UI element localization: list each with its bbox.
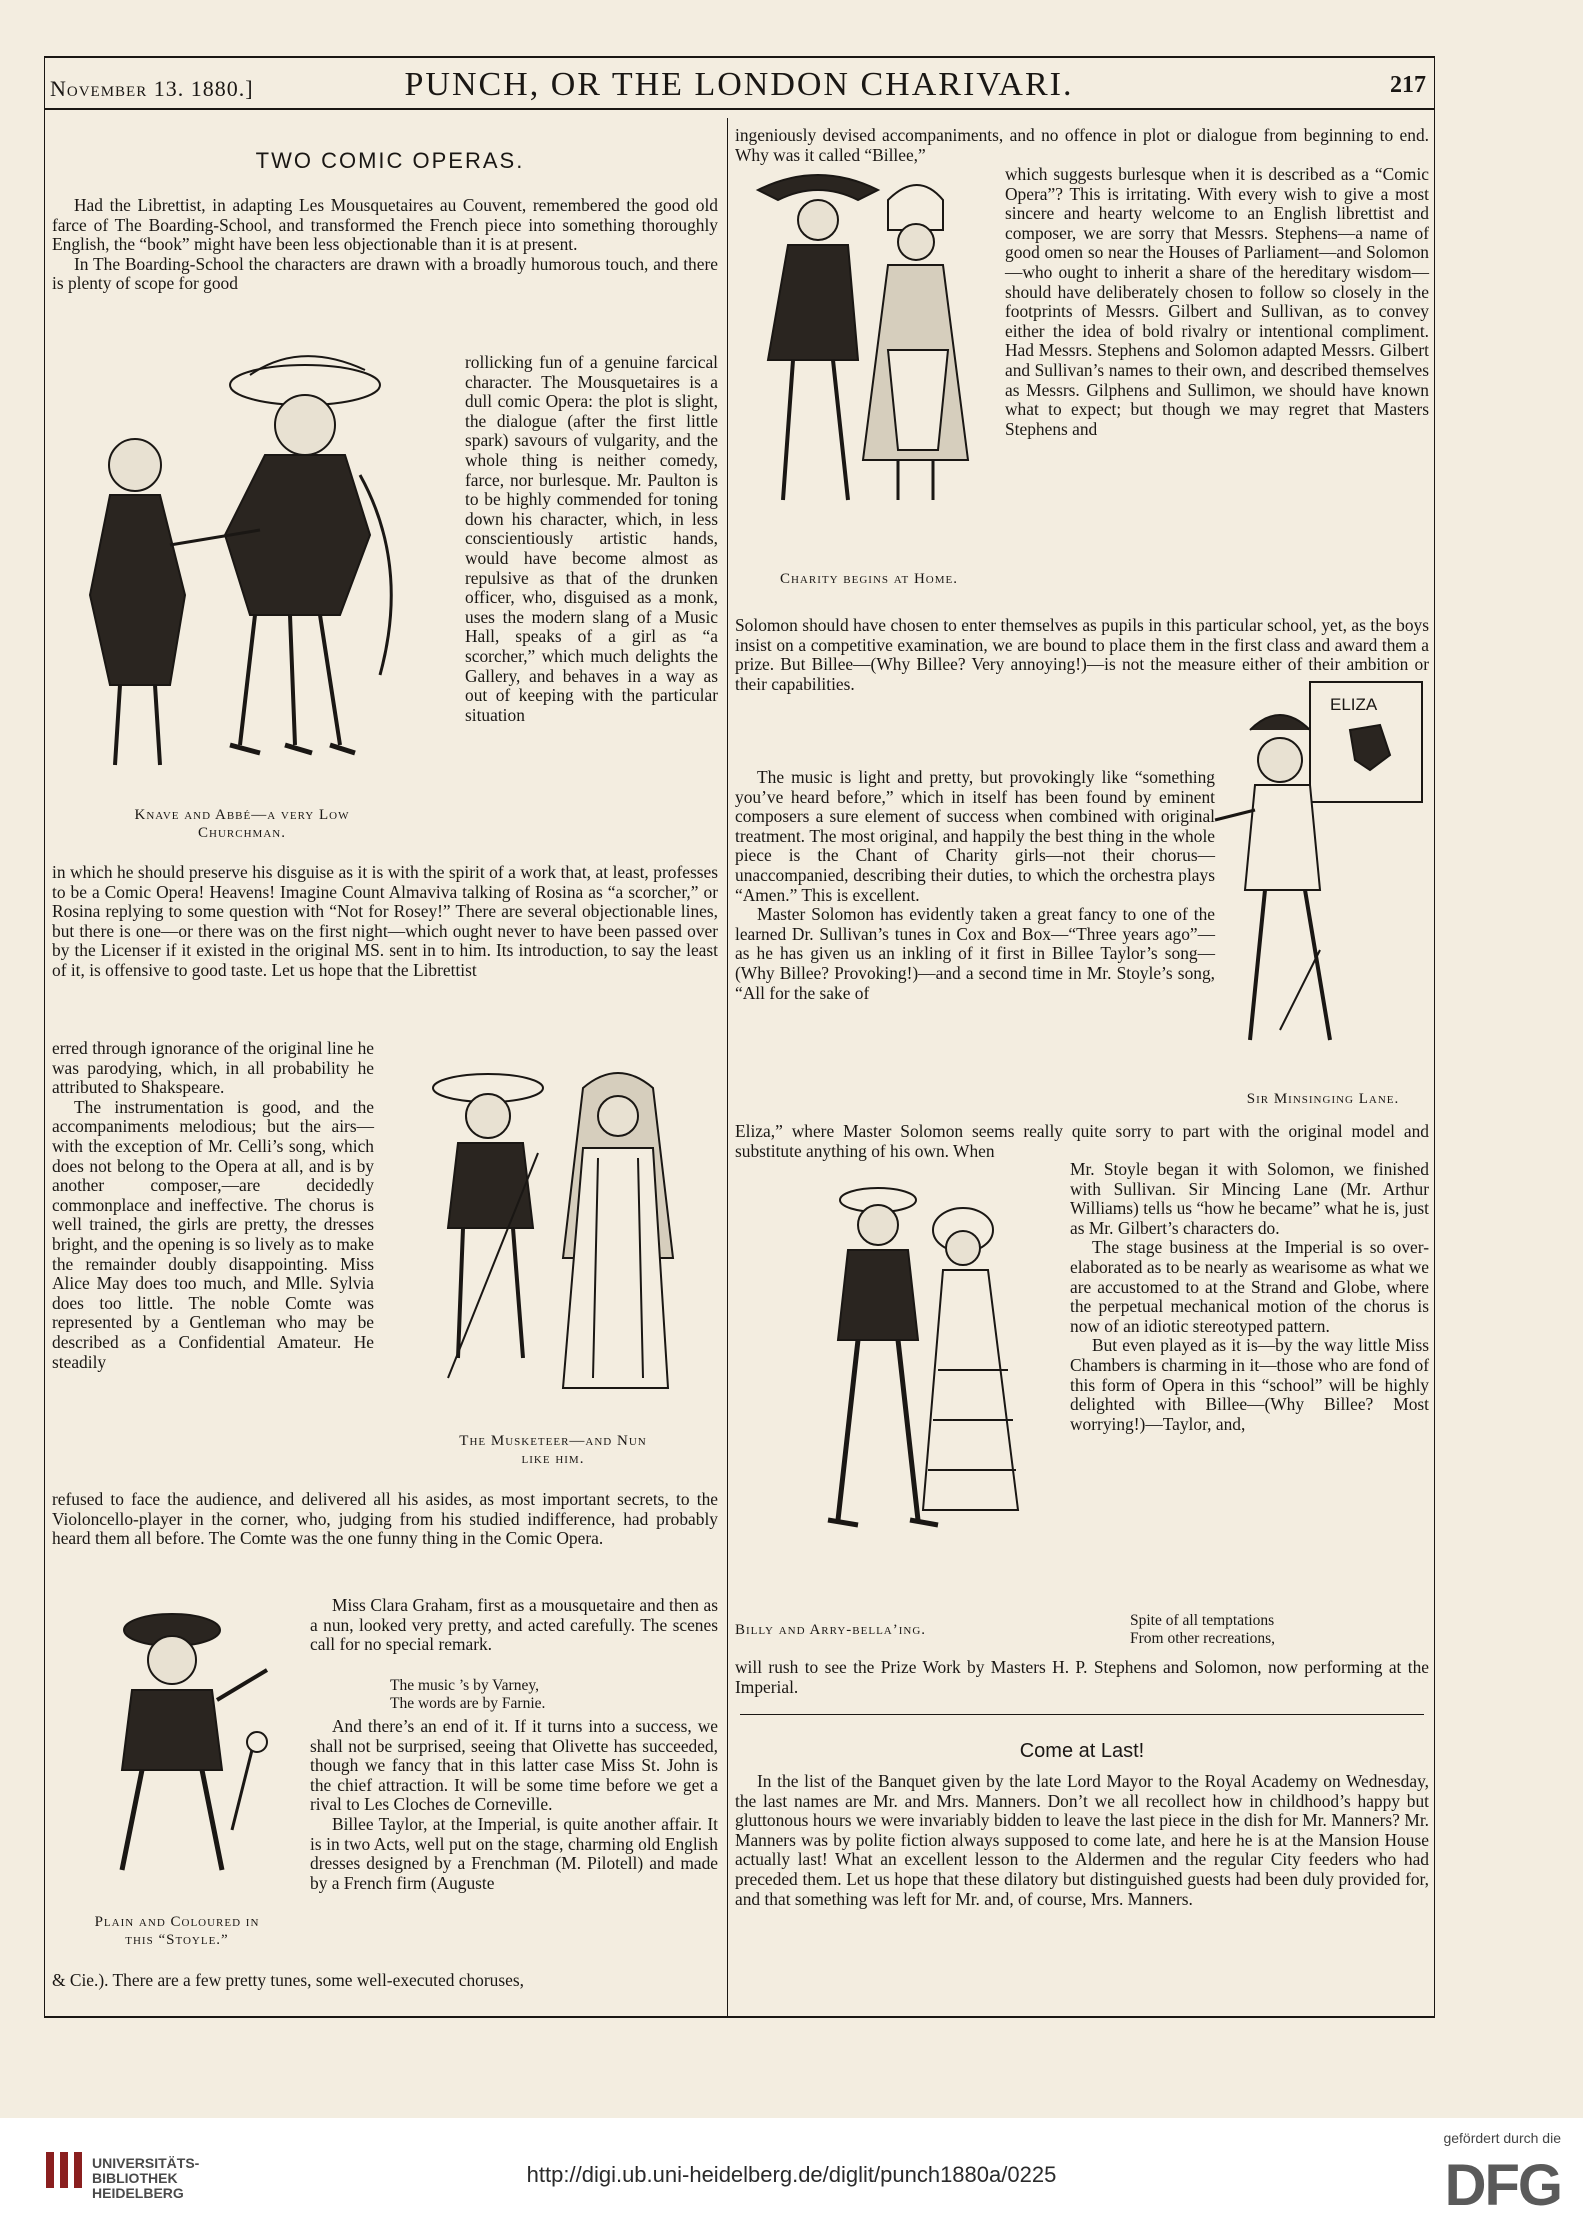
paragraph bbox=[52, 1490, 718, 1549]
masthead-rule bbox=[44, 108, 1434, 110]
caption-knave bbox=[52, 806, 432, 842]
paragraph-3b: refused to face the audience, and delivered all his asides, as most important secrets, to the Violoncello-player in the corner, who, judging from his studied indifference, had probably heard them all before. The Comte was the one funny thing in the Comic Opera. bbox=[52, 1489, 718, 1549]
paragraph-7: ingeniously devised accompaniments, and no offence in plot or dialogue from beginning to end. Why was it called “Billee,” bbox=[735, 125, 1429, 165]
paragraph-9c: Mr. Stoyle began it with Solomon, we finished with Sullivan. Sir Mincing Lane (Mr. Arthur Williams) tells us “how he became” what he is, just as Mr. Gilbert’s characters do. bbox=[1070, 1159, 1429, 1238]
paragraph bbox=[1070, 1160, 1429, 1434]
paragraph-7b: which suggests burlesque when it is described as a “Comic Opera”? This is irritating. With every wish to give a most sincere and hearty welcome to an English librettist and composer, we are sorry that Messrs. Stephens—a name of good omen so near the Houses of Parliament—and Solomon—who ought to inherit a share of the hereditary wisdom—should have deliberately chosen to follow so closely in the footprints of Messrs. Gilbert and Sullivan, as to convey either the idea of bold rivalry or intentional compliment. Had Messrs. Stephens and Solomon adapted Messrs. Gilbert and Sullivan’s names to their own, and described themselves as Messrs. Gilphens and Sullimon, we should have known what to expect; but though we may regret that Masters Stephens and bbox=[1005, 164, 1429, 439]
caption-sir-mincing: Sir Minsinging Lane. bbox=[1246, 1091, 1400, 1107]
caption-musketeer-line2: like him. bbox=[521, 1451, 585, 1467]
paragraph bbox=[310, 1717, 718, 1893]
paragraph bbox=[735, 1772, 1429, 1909]
publication-title: PUNCH, OR THE LONDON CHARIVARI. bbox=[404, 66, 1074, 103]
caption-charity: Charity begins at Home. bbox=[779, 571, 958, 587]
paragraph-7c: Solomon should have chosen to enter themselves as pupils in this particular school, yet, as the boys insist on a competitive examination, we are bound to place them in the first class and award them a prize. But Billee—(Why Billee? Very annoying!)—is not the measure either of their ambition or their capabilities. bbox=[735, 615, 1429, 694]
page-number: 217 bbox=[1390, 72, 1426, 98]
library-name-line1: UNIVERSITÄTS- bbox=[92, 2155, 200, 2171]
paragraph-2a: In The Boarding-School the characters are drawn with a broadly humorous touch, and there is plenty of scope for good bbox=[52, 253, 718, 294]
illustration-billy-and-arry-bella bbox=[738, 1170, 1068, 1610]
article-title: TWO COMIC OPERAS. bbox=[255, 148, 525, 173]
paragraph bbox=[52, 196, 718, 294]
article2-title: Come at Last! bbox=[1019, 1740, 1145, 1762]
digitization-footer bbox=[0, 2118, 1583, 2230]
paragraph-9b: Eliza,” where Master Solomon seems really quite sorry to part with the original model and substitute anything of his own. When bbox=[735, 1121, 1429, 1161]
verse-line-2: From other recreations, bbox=[1130, 1630, 1276, 1647]
verse-line-1: Spite of all temptations bbox=[1130, 1612, 1275, 1629]
caption-billy: Billy and Arry-bella’ing. bbox=[735, 1622, 927, 1638]
caption-knave-line1: Knave and Abbé—a very Low bbox=[134, 807, 350, 823]
library-name-line2: BIBLIOTHEK bbox=[92, 2170, 178, 2186]
paragraph-1: Had the Librettist, in adapting Les Mousquetaires au Couvent, remembered the good old farce of The Boarding-School, and transformed the French piece into something thoroughly English, the “book” might have been less objectionable than it is at present. bbox=[52, 195, 718, 255]
right-border bbox=[1434, 56, 1435, 2018]
caption-knave-line2: Churchman. bbox=[198, 825, 286, 841]
paragraph-4: Miss Clara Graham, first as a mousquetaire and then as a nun, looked very pretty, and acted carefully. The scenes call for no special remark. bbox=[310, 1595, 718, 1655]
paragraph bbox=[465, 353, 718, 725]
caption-plain-line2: this “Stoyle.” bbox=[125, 1932, 229, 1948]
caption-musketeer-line1: The Musketeer—and Nun bbox=[459, 1433, 647, 1449]
paragraph-5: And there’s an end of it. If it turns into a success, we shall not be surprised, seeing that Olivette has succeeded, though we fancy that in this latter case Miss St. John is the chief attraction. It will be some time before we get a rival to Les Cloches de Corneville. bbox=[310, 1716, 718, 1815]
funded-by-label: gefördert durch die bbox=[1443, 2130, 1561, 2146]
credit-words: The words are by Farnie. bbox=[390, 1695, 546, 1712]
credits bbox=[310, 1677, 718, 1713]
section-rule bbox=[740, 1714, 1424, 1715]
illustration-knave-and-abbe bbox=[50, 345, 450, 805]
paragraph bbox=[52, 1039, 374, 1372]
paragraph bbox=[1005, 165, 1429, 439]
illustration-musketeer-and-nun bbox=[398, 1058, 698, 1418]
bottom-rule bbox=[44, 2016, 1434, 2018]
caption-plain bbox=[52, 1913, 302, 1949]
column-rule bbox=[727, 118, 728, 2018]
issue-date: November 13. 1880.] bbox=[50, 76, 254, 101]
paragraph-9: Master Solomon has evidently taken a great fancy to one of the learned Dr. Sullivan’s tunes in Cox and Box—“Three years ago”—as he has given us an inkling of it first in Billee Taylor’s song—(Why Billee? Provoking!)—and a second time in Mr. Stoyle’s song, “All for the sake of bbox=[735, 904, 1215, 1003]
paragraph-2d: erred through ignorance of the original line he was parodying, which, in all probability he attributed to Shakspeare. bbox=[52, 1038, 374, 1098]
paragraph bbox=[735, 768, 1215, 1003]
top-rule bbox=[44, 56, 1434, 58]
illustration-charity bbox=[738, 160, 1000, 560]
paragraph-8: The music is light and pretty, but provokingly like “something you’ve heard before,” which in itself has been found by eminent composers a sure element of success when combined with original treatment. The most original, and happily the best thing in the whole piece is the Chant of Charity girls—not their chorus—unaccompanied, describing their duties, to which the orchestra plays “Amen.” This is excellent. bbox=[735, 767, 1215, 905]
article2-body: In the list of the Banquet given by the late Lord Mayor to the Royal Academy on Wednesday, the last names are Mr. and Mrs. Manners. Don’t we all recollect how in childhood’s happy but gluttonous hours we were invariably bidden to leave the last piece in the dish for Mr. Manners? Mr. Manners was by polite fiction always supposed to come late, and here he is at the Mansion House actually last! What an excellent lesson to the Aldermen and the regular City feeders who had preceded them. Let us hope that these dilatory but distinguished guests had been duly provided for, and that something was left for Mr. and, of course, Mrs. Manners. bbox=[735, 1771, 1429, 1909]
paragraph bbox=[735, 1122, 1429, 1161]
eliza-sign-text: ELIZA bbox=[1330, 695, 1378, 714]
caption-plain-line1: Plain and Coloured in bbox=[94, 1914, 260, 1930]
paragraph-2c: in which he should preserve his disguise as it is with the spirit of a work that, at least, professes to be a Comic Opera! Heavens! Imagine Count Almaviva talking of Rosina as “a scorcher,” or Rosina replying to some question with “Not for Rosey!” There are several objectionable lines, but there is one—or there was on the first night—which ought never to have been passed over by the Licenser if it existed in the original MS. sent in to him. Its introduction, to say the least of it, is offensive to good taste. Let us hope that the Librettist bbox=[52, 862, 718, 980]
paragraph-3: The instrumentation is good, and the accompaniments melodious; but the airs—with the exception of Mr. Celli’s song, which does not belong to the Opera at all, and is by another composer,—are decidedly commonplace and ineffective. The chorus is well trained, the girls are pretty, the dresses bright, and the opening is so lively as to make the remainder doubly disappointing. Miss Alice May does too much, and Mlle. Sylvia does too little. The noble Comte was represented by a Gentleman who may be described as a Confidential Amateur. He steadily bbox=[52, 1096, 374, 1372]
paragraph bbox=[52, 1971, 718, 1991]
paragraph-6: Billee Taylor, at the Imperial, is quite another affair. It is in two Acts, well put on the stage, charming old English dresses designed by a Frenchman (M. Pilotell) and made by a French firm (Auguste bbox=[310, 1813, 718, 1893]
paragraph bbox=[735, 1658, 1429, 1697]
paragraph-11: But even played as it is—by the way little Miss Chambers is charming in it—those who are fond of this form of Opera in this “school” will be highly delighted with Billee—(Why Billee? Most worrying!)—Taylor, and, bbox=[1070, 1335, 1429, 1434]
credit-music: The music ’s by Varney, bbox=[390, 1677, 539, 1694]
paragraph-12: will rush to see the Prize Work by Masters H. P. Stephens and Solomon, now performing at the Imperial. bbox=[735, 1657, 1429, 1697]
left-border bbox=[44, 56, 45, 2018]
paragraph bbox=[310, 1596, 718, 1655]
masthead bbox=[44, 64, 1434, 106]
source-url[interactable]: http://digi.ub.uni-heidelberg.de/diglit/punch1880a/0225 bbox=[526, 2162, 1057, 2187]
paragraph-6b: & Cie.). There are a few pretty tunes, some well-executed choruses, bbox=[52, 1970, 524, 1990]
paragraph-2b: rollicking fun of a genuine farcical character. The Mousquetaires is a dull comic Opera: the plot is slight, the dialogue (after the first little spark) savours of vulgarity, and the whole thing is neither comedy, farce, nor burlesque. Mr. Paulton is to be highly commended for toning down his character, which, in less conscientiously artistic hands, would have become almost as repulsive as that of the drunken officer, who, disguised as a monk, uses the modern slang of a Music Hall, speaks of a girl as “a scorcher,” which much delights the Gallery, and behaves in a way as out of keeping with the particular situation bbox=[465, 352, 718, 725]
illustration-sir-mincing-lane bbox=[1210, 670, 1430, 1070]
caption-musketeer bbox=[408, 1432, 698, 1468]
dfg-logo: DFG bbox=[1444, 2153, 1561, 2218]
illustration-plain-and-coloured bbox=[52, 1590, 312, 1890]
paragraph bbox=[52, 863, 718, 981]
verse bbox=[1070, 1612, 1429, 1648]
paragraph-10: The stage business at the Imperial is so over-elaborated as to be nearly as wearisome as what we are accustomed to at the Strand and Globe, where the perpetual mechanical motion of the chorus is now of an idiotic stereotyped pattern. bbox=[1070, 1237, 1429, 1336]
library-name-line3: HEIDELBERG bbox=[92, 2185, 184, 2201]
